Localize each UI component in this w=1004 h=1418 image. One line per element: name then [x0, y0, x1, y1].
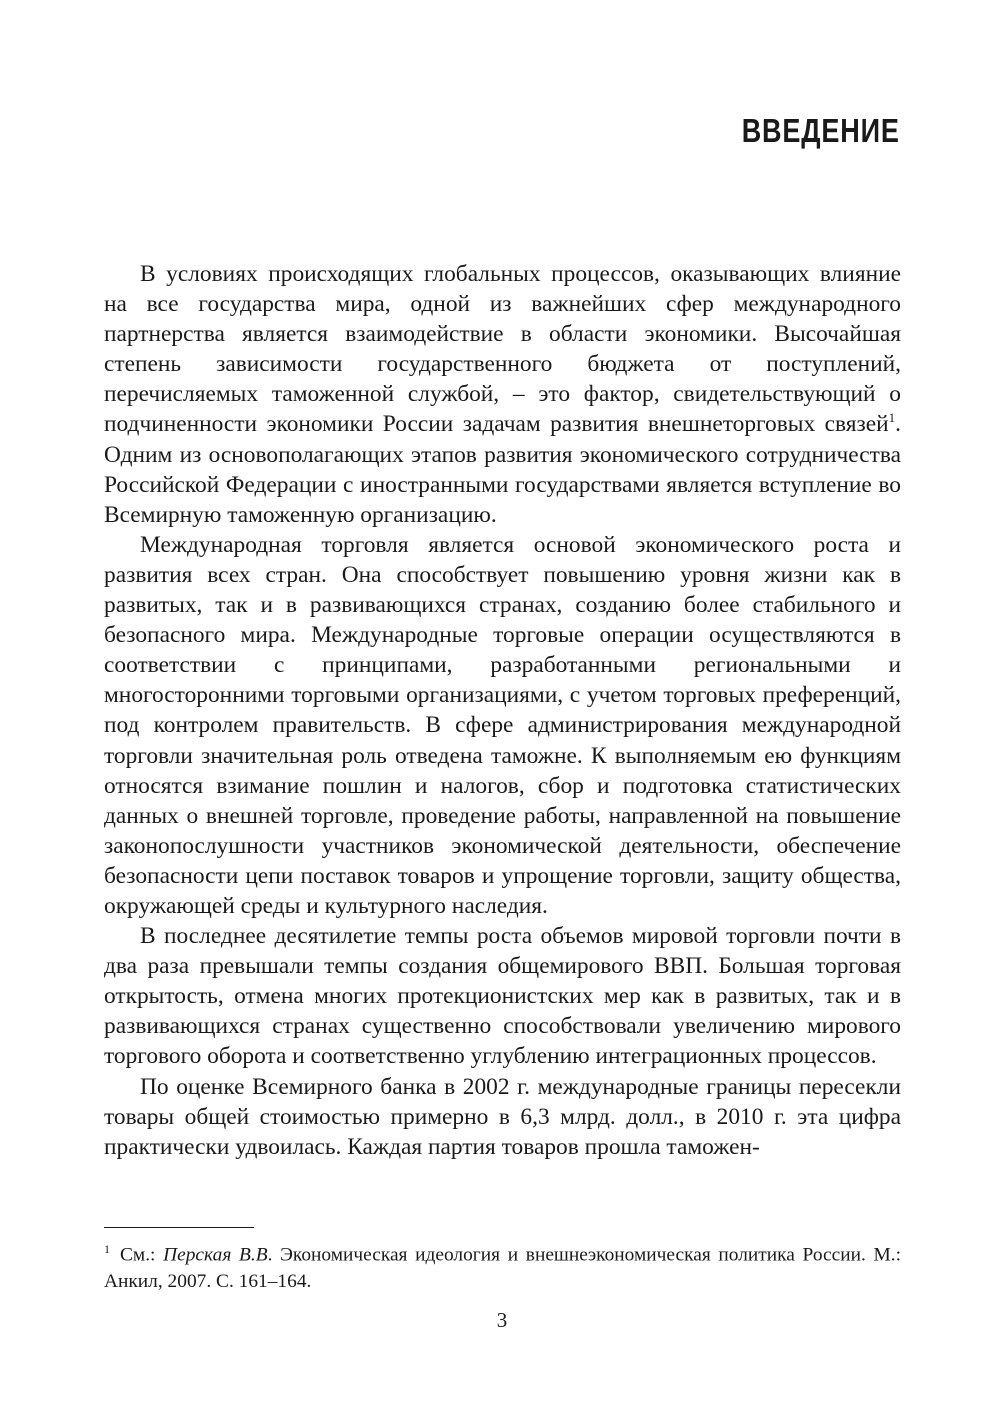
footnote-prefix: См.:: [120, 1244, 164, 1266]
body-text: [104, 259, 901, 1162]
paragraph-3: В последнее десятилетие темпы роста объемов мировой торговли почти в два раза превышали темпы создания общемирового ВВП. Большая торговая открытость, отмена многих протекционистских мер как в развитых, так и в развивающихся странах существенно способствовали увеличению мирового торгового оборота и соответственно углублению интеграционных процессов.: [104, 923, 901, 1070]
paragraph-2: Международная торговля является основой экономического роста и развития всех стран. Она способствует повышению уровня жизни как в развитых, так и в развивающихся странах, созданию более стабильного и безопасного мира. Международные торговые операции осуществляются в соответствии с принципами, разработанными региональными и многосторонними торговыми организациями, с учетом торговых преференций, под контролем правительств. В сфере администрирования международной торговли значительная роль отведена таможне. К выполняемым ею функциям относятся взимание пошлин и налогов, сбор и подготовка статистических данных о внешней торговле, проведение работы, направленной на повышение законопослушности участников экономической деятельности, обеспечение безопасности цепи поставок товаров и упрощение торговли, защиту общества, окружающей среды и культурного наследия.: [104, 531, 901, 919]
footnote-divider: [104, 1227, 254, 1228]
chapter-title: ВВЕДЕНИЕ: [741, 112, 900, 149]
paragraph-1: [104, 259, 901, 530]
paragraph-1-text: В условиях происходящих глобальных процессов, оказывающих влияние на все государства мира, одной из важнейших сфер международного партнерства является взаимодействие в области экономики. Высочайшая степень зависимости государственного бюджета от поступлений, перечисляемых таможенной службой, – это фактор, свидетельствующий о подчиненности экономики России задачам развития внешнеторговых связей: [104, 261, 901, 438]
footnote: [104, 1236, 901, 1295]
footnote-author: Перская В.В: [163, 1244, 268, 1266]
footnote-text: . Экономическая идеология и внешнеэкономическая политика России. М.: Анкил, 2007. С. 161–164.: [104, 1244, 902, 1293]
footnote-reference: 1: [888, 410, 896, 426]
paragraph-1-text-continued: . Одним из основополагающих этапов развития экономического сотрудничества Российской Федерации с иностранными государствами является вступление во Всемирную таможенную организацию.: [104, 411, 901, 528]
paragraph-4: По оценке Всемирного банка в 2002 г. международные границы пересекли товары общей стоимостью примерно в 6,3 млрд. долл., в 2010 г. эта цифра практически удвоилась. Каждая партия товаров прошла таможен-: [104, 1073, 901, 1160]
page-number: 3: [496, 1308, 508, 1332]
footnote-mark: 1: [104, 1242, 110, 1256]
